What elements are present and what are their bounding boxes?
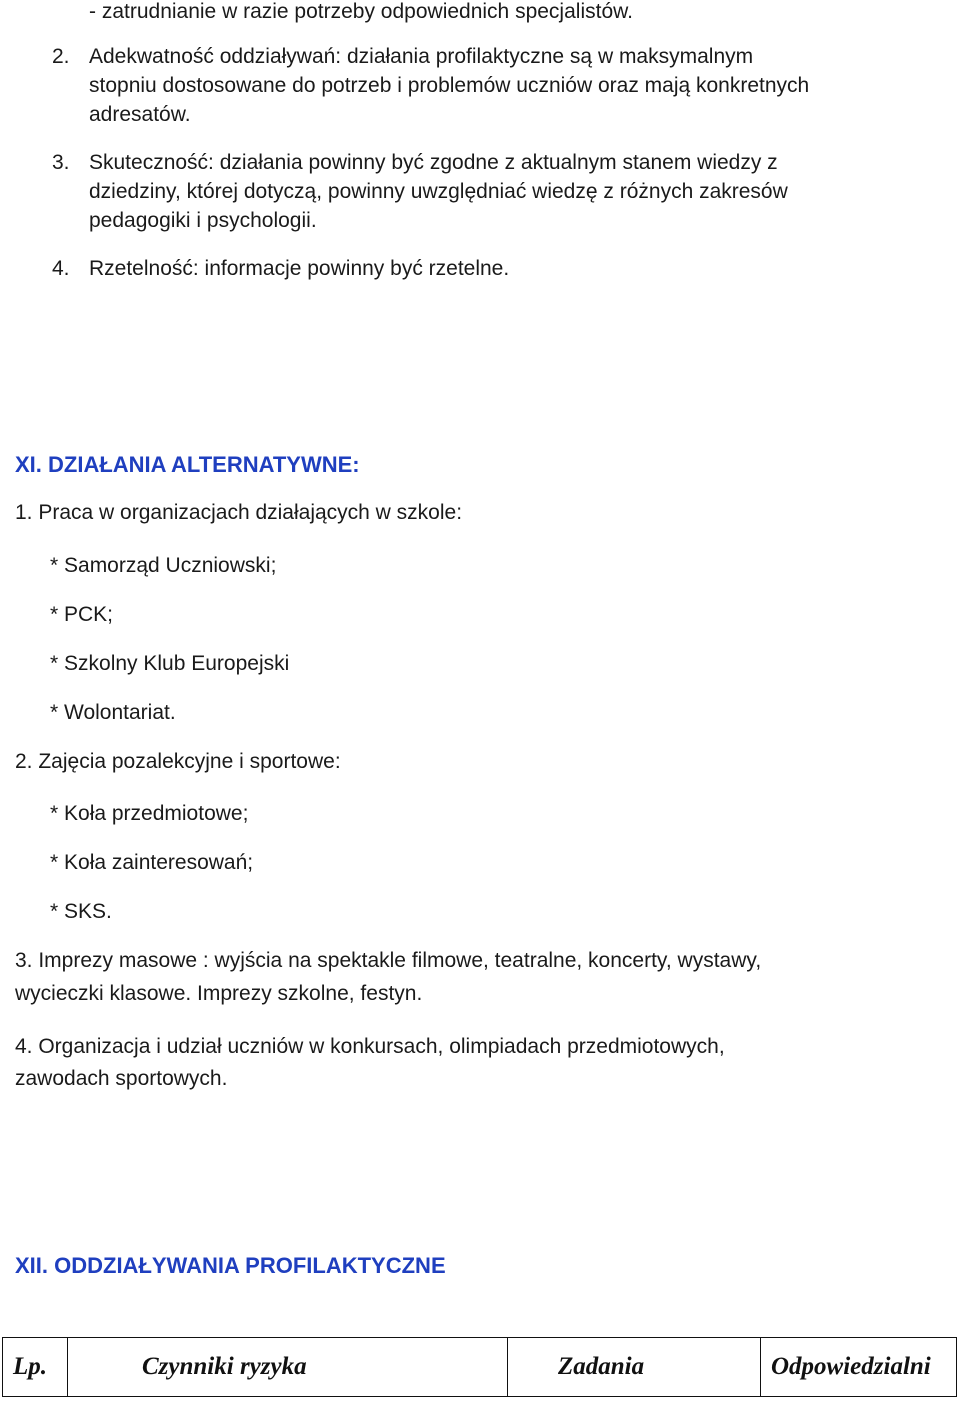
bullet-item: * Wolontariat. — [50, 701, 176, 724]
list-item-line: adresatów. — [89, 103, 191, 126]
list-number: 4. — [52, 257, 70, 280]
table-header-cell: Lp. — [3, 1338, 68, 1397]
bullet-item: * Samorząd Uczniowski; — [50, 554, 277, 577]
section-item: 2. Zajęcia pozalekcyjne i sportowe: — [15, 750, 341, 773]
section-item-line: 4. Organizacja i udział uczniów w konkursach, olimpiadach przedmiotowych, — [15, 1035, 725, 1058]
table-header-cell: Odpowiedzialni — [761, 1338, 957, 1397]
list-item-line: dziedziny, której dotyczą, powinny uwzględniać wiedzę z różnych zakresów — [89, 180, 788, 203]
bullet-item: * Koła przedmiotowe; — [50, 802, 249, 825]
list-item-line: pedagogiki i psychologii. — [89, 209, 317, 232]
list-item-line: Skuteczność: działania powinny być zgodne z aktualnym stanem wiedzy z — [89, 151, 778, 174]
list-item-line: Rzetelność: informacje powinny być rzetelne. — [89, 257, 510, 280]
section-item-line: zawodach sportowych. — [15, 1067, 228, 1090]
section-item-line: 3. Imprezy masowe : wyjścia na spektakle filmowe, teatralne, koncerty, wystawy, — [15, 949, 762, 972]
list-item-staffing: - zatrudnianie w razie potrzeby odpowiednich specjalistów. — [89, 0, 633, 23]
preventive-actions-table — [2, 1337, 957, 1397]
list-number: 2. — [52, 45, 70, 68]
list-item-line: stopniu dostosowane do potrzeb i problemów uczniów oraz mają konkretnych — [89, 74, 810, 97]
section-item-line: wycieczki klasowe. Imprezy szkolne, festyn. — [15, 982, 423, 1005]
table-header-row — [3, 1338, 957, 1397]
bullet-item: * PCK; — [50, 603, 114, 626]
bullet-item: * SKS. — [50, 900, 112, 923]
bullet-item: * Szkolny Klub Europejski — [50, 652, 290, 675]
table-header-cell: Czynniki ryzyka — [68, 1338, 508, 1397]
table-header-cell: Zadania — [508, 1338, 761, 1397]
section-item: 1. Praca w organizacjach działających w szkole: — [15, 501, 463, 524]
bullet-item: * Koła zainteresowań; — [50, 851, 254, 874]
list-number: 3. — [52, 151, 70, 174]
section-title-xi: XI. DZIAŁANIA ALTERNATYWNE: — [15, 452, 360, 477]
section-title-xii: XII. ODDZIAŁYWANIA PROFILAKTYCZNE — [15, 1253, 446, 1278]
list-item-line: Adekwatność oddziaływań: działania profilaktyczne są w maksymalnym — [89, 45, 754, 68]
